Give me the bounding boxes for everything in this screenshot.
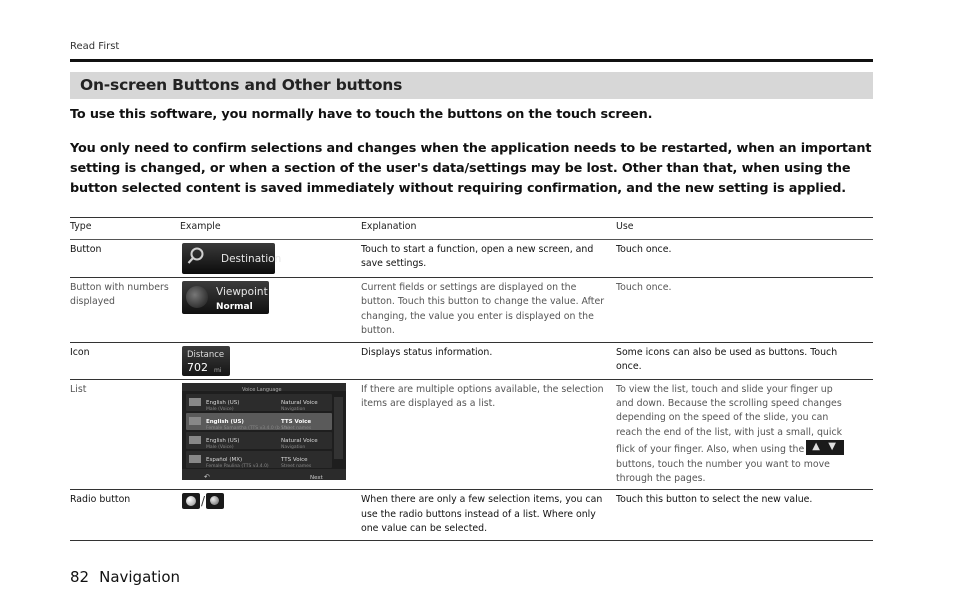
row-type: Button	[70, 240, 180, 278]
flag-icon	[189, 455, 201, 463]
list-item-sub: Female Paulina (TTS v3.4.0)	[206, 463, 269, 469]
list-title: Voice Language	[242, 386, 282, 393]
list-sample	[182, 383, 346, 480]
destination-label: Destination	[221, 253, 282, 265]
list-item-sub: Male (Voice)	[206, 406, 234, 412]
row-type: Icon	[70, 342, 180, 379]
row-example	[180, 278, 361, 343]
list-scrollbar	[334, 397, 343, 459]
row-explanation: Touch to start a function, open a new screen, and save settings.	[361, 240, 616, 278]
list-item-sub: Female Samantha (TTS v3.4.0 (b 1%)	[206, 425, 291, 431]
row-use: Touch once.	[616, 278, 873, 343]
row-explanation: Current fields or settings are displayed on the button. Touch this button to change the value. After changing, the value you enter is displayed on the button.	[361, 278, 616, 343]
list-item-voice: Natural Voice	[281, 437, 318, 444]
row-use	[616, 379, 873, 490]
distance-unit: mi	[214, 366, 222, 374]
row-example	[180, 240, 361, 278]
intro-paragraph: To use this software, you normally have to touch the buttons on the touch screen.	[70, 107, 653, 122]
distance-label: Distance	[187, 349, 225, 360]
list-item	[186, 451, 332, 468]
arrow-up-icon: ▲	[812, 441, 820, 453]
confirmation-paragraph: You only need to confirm selections and changes when the application needs to be restarted, when an important setting is changed, or when a section of the user's data/settings may be lost. Other than that, when using the button selected content is saved immediately without requiring confirmation, and the new setting is applied.	[70, 141, 872, 196]
row-use: Touch this button to select the new value.	[616, 490, 873, 540]
list-item-name: English (US)	[206, 418, 244, 425]
section-heading-band	[70, 72, 873, 99]
list-item-voice-sub: Navigation	[281, 406, 306, 412]
flag-icon	[189, 436, 201, 444]
radio-button-sample	[182, 493, 355, 509]
list-item	[186, 432, 332, 449]
table-row	[70, 342, 873, 379]
table-row	[70, 240, 873, 278]
table-header-row	[70, 218, 873, 240]
viewpoint-label: Viewpoint	[216, 286, 268, 298]
radio-separator: /	[201, 494, 206, 509]
running-head: Read First	[70, 41, 120, 52]
list-item-voice: TTS Voice	[281, 456, 308, 463]
radio-selected-icon	[182, 493, 200, 509]
list-item	[186, 413, 332, 430]
arrow-down-icon: ▼	[828, 441, 836, 453]
top-rule	[70, 59, 873, 62]
list-item-sub: Male (Voice)	[206, 444, 234, 450]
destination-button-sample	[182, 243, 282, 274]
viewpoint-value: Normal	[216, 302, 253, 312]
list-item-voice-sub: Navigation	[281, 444, 306, 450]
list-item-name: English (US)	[206, 399, 240, 406]
header-example: Example	[180, 218, 361, 240]
list-item-voice-sub: Street names	[281, 463, 312, 469]
page-footer	[70, 568, 180, 586]
list-item	[186, 394, 332, 411]
list-item-voice: Natural Voice	[281, 399, 318, 406]
footer-section: Navigation	[99, 568, 180, 586]
table-row	[70, 278, 873, 343]
row-type: Button with numbers displayed	[70, 278, 180, 343]
page-number: 82	[70, 568, 90, 586]
row-explanation: Displays status information.	[361, 342, 616, 379]
table-row	[70, 490, 873, 540]
list-header	[182, 383, 346, 391]
row-explanation: If there are multiple options available, the selection items are displayed as a list.	[361, 379, 616, 490]
list-item-name: English (US)	[206, 437, 240, 444]
viewpoint-icon	[186, 286, 208, 308]
row-use: Touch once.	[616, 240, 873, 278]
flag-icon	[189, 417, 201, 425]
row-use-text-before: To view the list, touch and slide your finger up and down. Because the scrolling speed changes depending on the speed of the slide, you can reach the end of the list, with just a small, quick flick of your finger. Also, when using the	[616, 383, 843, 456]
list-item-name: Español (MX)	[206, 456, 243, 463]
flag-icon	[189, 398, 201, 406]
row-example	[180, 379, 361, 490]
back-arrow-icon: ↶	[204, 472, 210, 481]
table-row	[70, 379, 873, 490]
header-type: Type	[70, 218, 180, 240]
header-explanation: Explanation	[361, 218, 616, 240]
list-item-voice-sub: Street names	[281, 425, 312, 431]
distance-value: 702	[187, 360, 208, 374]
row-example	[180, 490, 361, 540]
list-next-label: Next	[310, 474, 323, 481]
button-types-table	[70, 217, 873, 541]
section-title: On-screen Buttons and Other buttons	[80, 76, 403, 94]
header-use: Use	[616, 218, 873, 240]
row-type: List	[70, 379, 180, 490]
row-type: Radio button	[70, 490, 180, 540]
magnifier-icon	[187, 247, 205, 265]
row-use-text-after: buttons, touch the number you want to move through the pages.	[616, 458, 830, 485]
row-use: Some icons can also be used as buttons. Touch once.	[616, 342, 873, 379]
list-item-voice: TTS Voice	[281, 418, 312, 425]
radio-unselected-icon	[206, 493, 224, 509]
viewpoint-button-sample	[182, 281, 269, 314]
page-arrows-icon	[806, 440, 844, 455]
distance-icon-sample	[182, 346, 230, 376]
row-explanation: When there are only a few selection items, you can use the radio buttons instead of a list. Where only one value can be selected.	[361, 490, 616, 540]
row-example	[180, 342, 361, 379]
